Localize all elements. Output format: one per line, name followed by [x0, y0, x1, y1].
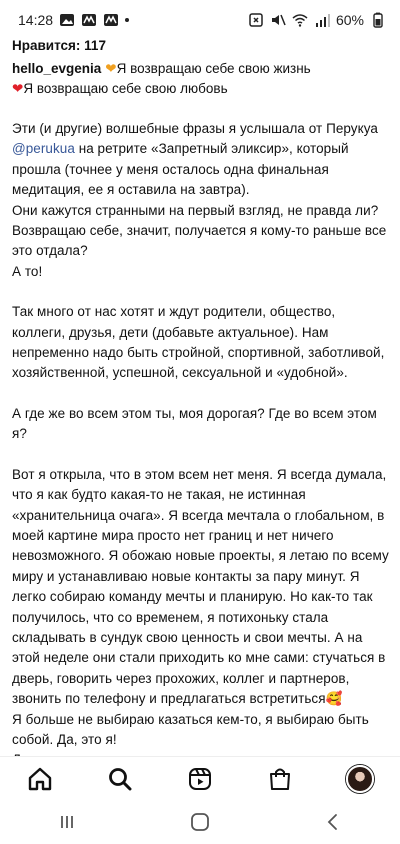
app-notification-icon — [81, 12, 97, 28]
paragraph-2: Они кажутся странными на первый взгляд, не правда ли? Возвращаю себе, значит, получается я кому-то раньше все это отдала? — [12, 202, 387, 259]
home-system-button[interactable] — [180, 802, 220, 842]
nav-reels[interactable] — [180, 759, 220, 799]
paragraph-gap — [12, 384, 390, 404]
caption-header — [12, 59, 390, 79]
orange-heart-emoji: ❤ — [105, 61, 117, 76]
image-notification-icon — [59, 12, 75, 28]
paragraph-1-text-a: Эти (и другие) волшебные фразы я услышала от Перукуа — [12, 121, 378, 136]
status-time: 14:28 — [18, 12, 54, 28]
paragraph-gap — [12, 99, 390, 119]
paragraph-6-text: Вот я открыла, что в этом всем нет меня. Я всегда думала, что я как будто какая-то не такая, не истинная «хранительница очага». Я всегда мечтала о глобальном, в моей картине мира просто нет границ и нет ничего невозможного. Я обожаю новые проекты, я летаю по всему миру и устанавливаю новые контакты за пару минут. Я легко собираю команду мечты и планирую. Но как-то так получилось, что со временем, я потихоньку стала складывать в сундук свою ценность и свои мечты. А на этой неделе они стали приходить ко мне сами: стучаться в дверь, говорить через прохожих, коллег и партнеров, звонить по телефону и предлагаться встретиться — [12, 466, 389, 707]
paragraph-3: А то! — [12, 263, 43, 279]
app-notification-icon-2 — [103, 12, 119, 28]
caption-body — [12, 99, 390, 832]
wifi-icon — [292, 12, 308, 28]
paragraph-4: Так много от нас хотят и ждут родители, общество, коллеги, друзья, дети (добавьте актуальное). Нам непременно надо быть стройной, спортивной, заботливой, хозяйственной, успешной, сексуальной и «удобной». — [12, 304, 385, 381]
profile-avatar — [346, 765, 374, 793]
caption-line-1: Я возвращаю себе свою жизнь — [116, 61, 311, 76]
mute-icon — [270, 12, 286, 28]
nav-search[interactable] — [100, 759, 140, 799]
red-heart-emoji: ❤ — [12, 81, 24, 96]
mention-link[interactable]: @perukua — [12, 141, 75, 157]
paragraph-1 — [12, 119, 390, 201]
status-right — [248, 12, 386, 28]
smiling-hearts-emoji: 🥰 — [325, 691, 343, 707]
system-home-icon — [189, 811, 211, 833]
post-username[interactable]: hello_evgenia — [12, 61, 102, 76]
nav-home[interactable] — [20, 759, 60, 799]
search-icon — [107, 766, 133, 792]
alarm-icon — [248, 12, 264, 28]
signal-icon — [314, 12, 330, 28]
paragraph-7: Я больше не выбираю казаться кем-то, я выбираю быть собой. Да, это я! — [12, 711, 369, 747]
back-icon — [323, 812, 343, 832]
home-icon — [27, 766, 53, 792]
status-bar — [0, 0, 400, 40]
paragraph-gap — [12, 445, 390, 465]
battery-icon — [370, 12, 386, 28]
recent-apps-button[interactable] — [47, 802, 87, 842]
reels-icon — [187, 766, 213, 792]
likes-count[interactable]: Нравится: 117 — [12, 38, 106, 53]
paragraph-gap — [12, 282, 390, 302]
post-caption-area — [12, 38, 390, 756]
nav-profile[interactable] — [340, 759, 380, 799]
bottom-navigation — [0, 756, 400, 800]
paragraph-1-text-b: на ретрите «Запретный эликсир», который прошла (точнее у меня осталось одна финальная медитация, ее я оставила на завтра). — [12, 141, 349, 198]
battery-percentage: 60% — [335, 12, 364, 28]
caption-line-2-row — [12, 79, 390, 99]
paragraph-6 — [12, 465, 390, 710]
paragraph-5: А где же во всем этом ты, моя дорогая? Где во всем этом я? — [12, 405, 377, 442]
recent-apps-icon — [57, 812, 77, 832]
status-left — [18, 12, 129, 28]
back-system-button[interactable] — [313, 802, 353, 842]
more-notifications-dot — [125, 18, 129, 22]
caption-line-2: Я возвращаю себе свою любовь — [23, 81, 228, 96]
shop-icon — [267, 766, 293, 792]
nav-shop[interactable] — [260, 759, 300, 799]
system-navigation — [0, 800, 400, 844]
